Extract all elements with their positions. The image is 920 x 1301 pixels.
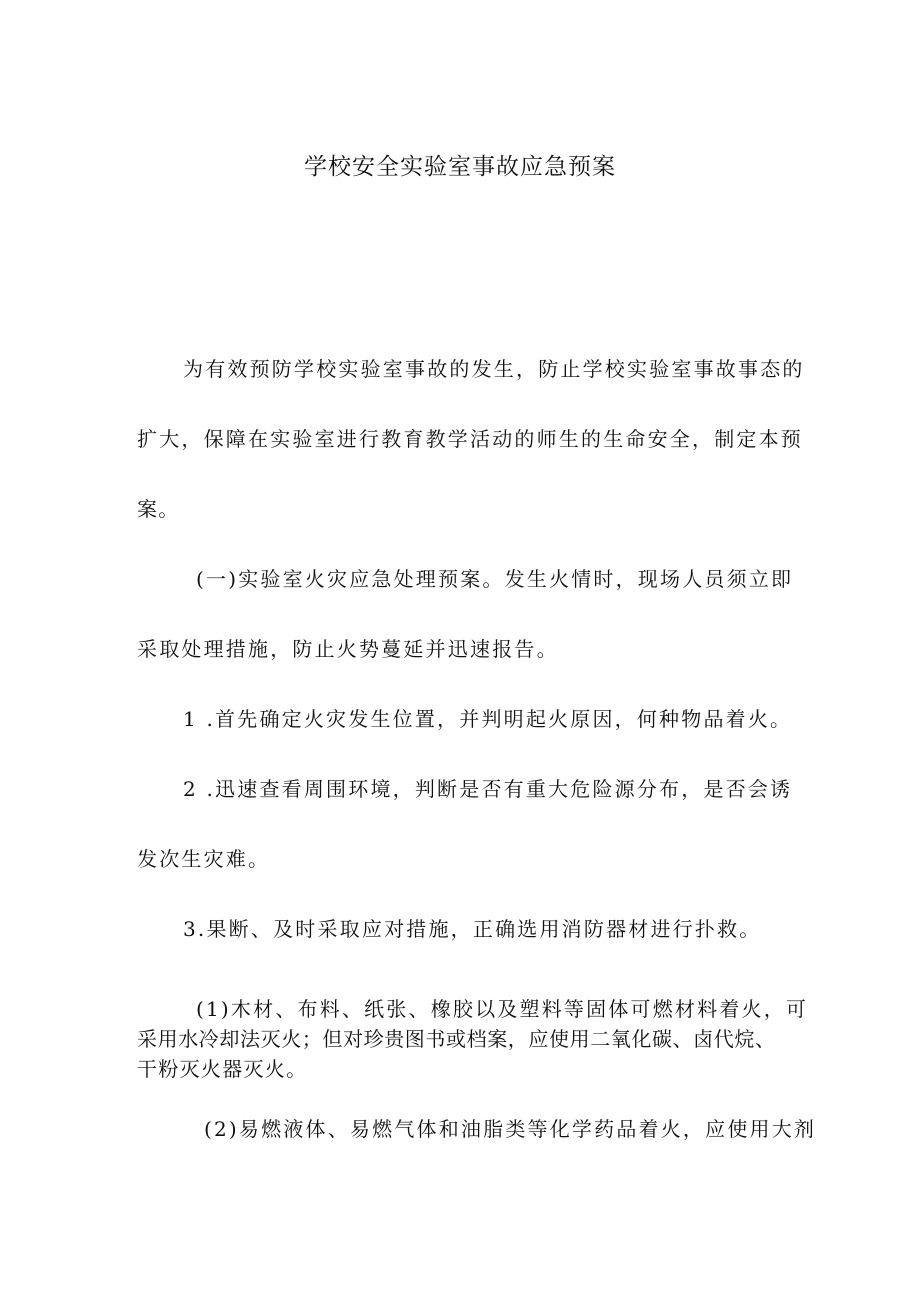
paragraph-line: 案。 [137, 497, 180, 521]
paragraph-line: 采取处理措施，防止火势蔓延并迅速报告。 [137, 637, 559, 661]
paragraph-line: (1)木材、布料、纸张、橡胶以及塑料等固体可燃材料着火，可 [196, 997, 809, 1021]
paragraph-line: (2)易燃液体、易燃气体和油脂类等化学药品着火，应使用大剂 [204, 1117, 817, 1141]
paragraph-line: 为有效预防学校实验室事故的发生，防止学校实验室事故事态的 [183, 357, 805, 381]
paragraph-line: 采用水冷却法灭火；但对珍贵图书或档案，应使用二氧化碳、卤代烷、 [137, 1027, 776, 1051]
paragraph-line: 扩大，保障在实验室进行教育教学活动的师生的生命安全，制定本预 [137, 427, 803, 451]
paragraph-line: (一)实验室火灾应急处理预案。发生火情时，现场人员须立即 [196, 567, 794, 591]
document-title: 学校安全实验室事故应急预案 [304, 154, 616, 180]
paragraph-line: 3.果断、及时采取应对措施，正确选用消防器材进行扑救。 [183, 917, 762, 941]
paragraph-line: 1 .首先确定火灾发生位置，并判明起火原因，何种物品着火。 [183, 707, 793, 731]
paragraph-line: 干粉灭火器灭火。 [137, 1057, 308, 1081]
paragraph-line: 发次生灾难。 [137, 847, 271, 871]
paragraph-line: 2 .迅速查看周围环境，判断是否有重大危险源分布，是否会诱 [183, 777, 793, 801]
